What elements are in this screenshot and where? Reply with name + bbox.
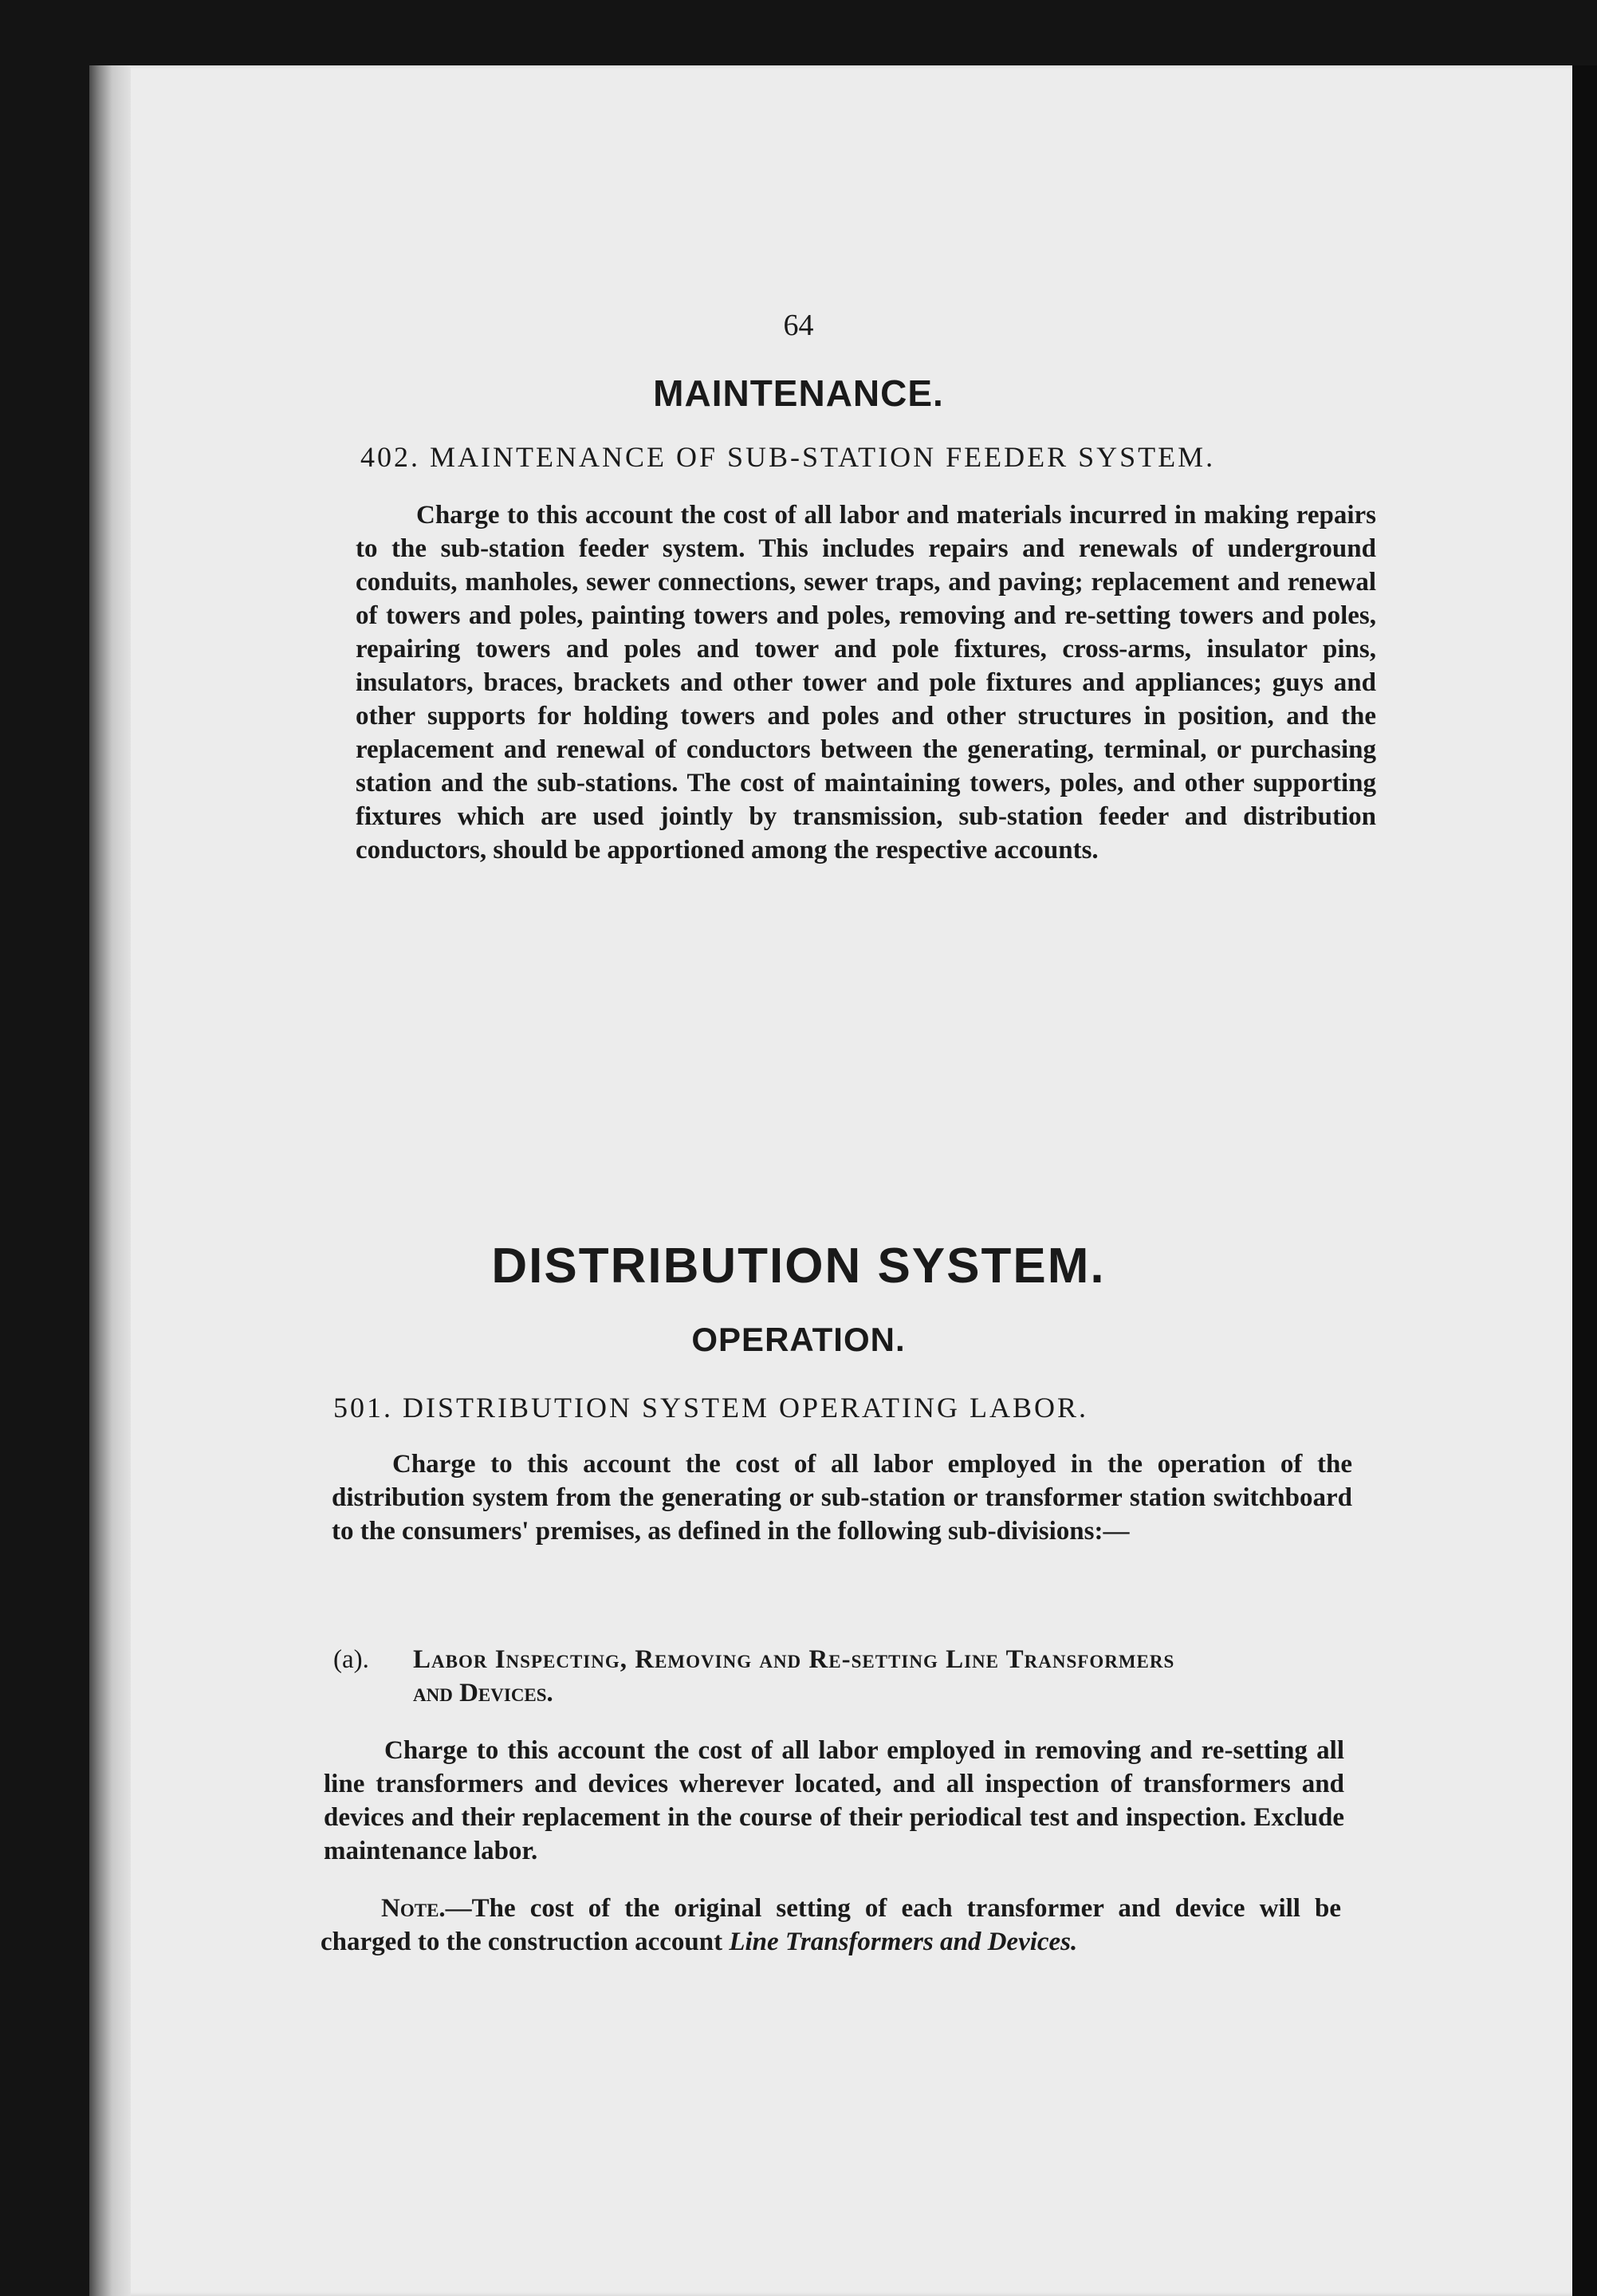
section-501-body: Charge to this account the cost of all labor employed in the operation of the distribution system from the generating or sub-station or transformer station switchboard to the consumers' premises, as defined in the following sub-divisions:— (332, 1450, 1352, 1546)
subdivision-a-title-line1: Labor Inspecting, Removing and Re-setting Line Transformers (413, 1645, 1175, 1674)
subdivision-a-label: (a). (333, 1645, 369, 1674)
operation-heading: OPERATION. (691, 1321, 906, 1358)
maintenance-heading: MAINTENANCE. (653, 372, 944, 414)
note-label: Note. (381, 1894, 446, 1923)
subdivision-a-heading (333, 1643, 1362, 1710)
subdivision-a-body: Charge to this account the cost of all labor employed in removing and re-setting all line transformers and devices wherever located, and all inspection of transformers and devices and their replacement in the course of their periodical test and inspection. Exclude maintenance labor. (324, 1736, 1344, 1865)
note-text: —The cost of the original setting of each transformer and device will be charged to the construction account (321, 1894, 1341, 1956)
subdivision-a-title-line2: and Devices. (413, 1679, 553, 1707)
section-402-title: 402. MAINTENANCE OF SUB-STATION FEEDER SYSTEM. (360, 441, 1216, 473)
section-402-body: Charge to this account the cost of all labor and materials incurred in making repairs to the sub-station feeder system. This includes repairs and renewals of underground conduits, manholes, sewer connections, sewer traps, and paving; replacement and renewal of towers and poles, painting towers and poles, removing and re-setting towers and poles, repairing towers and poles and tower and pole fixtures, cross-arms, insulator pins, insulators, braces, brackets and other tower and pole fixtures and appliances; guys and other supports for holding towers and poles and other structures in position, and the replacement and renewal of conductors between the generating, terminal, or purchasing station and the sub-stations. The cost of maintaining towers, poles, and other supporting fixtures which are used jointly by transmission, sub-station feeder and distribution conductors, should be apportioned among the respective accounts. (356, 501, 1376, 864)
page-number: 64 (783, 309, 814, 342)
note-italic-text: Line Transformers and Devices. (729, 1928, 1078, 1956)
section-501-title: 501. DISTRIBUTION SYSTEM OPERATING LABOR. (333, 1392, 1089, 1424)
note-paragraph (321, 1892, 1341, 1959)
distribution-system-heading: DISTRIBUTION SYSTEM. (491, 1239, 1106, 1294)
